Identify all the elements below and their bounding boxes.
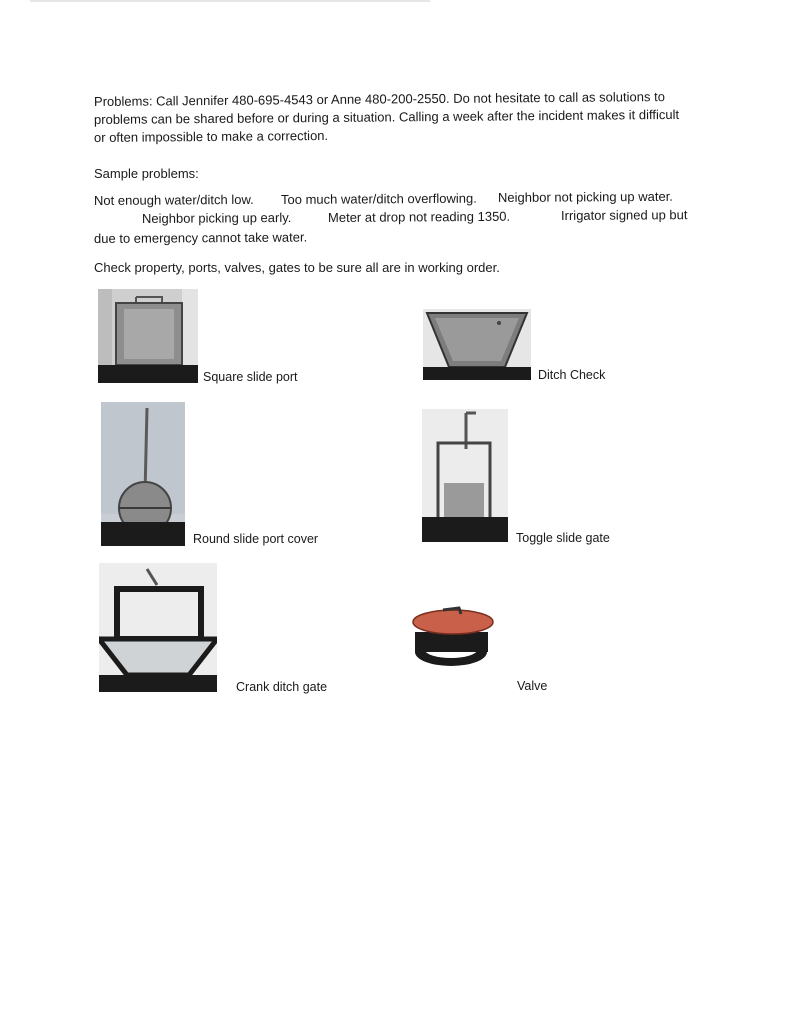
example-neighbor-not-picking-up: Neighbor not picking up water.	[497, 188, 673, 205]
ditch-check-photo	[423, 309, 531, 380]
caption-ditch-check: Ditch Check	[538, 368, 606, 382]
sample-problems-heading: Sample problems:	[94, 166, 199, 181]
example-emergency: due to emergency cannot take water.	[93, 229, 308, 246]
round-slide-port-cover-photo	[101, 402, 185, 546]
toggle-slide-gate-photo	[422, 409, 508, 542]
valve-photo	[409, 602, 494, 675]
example-irrigator-signed-up: Irrigator signed up but	[560, 207, 688, 223]
example-meter-not-reading: Meter at drop not reading 1350.	[327, 208, 511, 225]
example-not-enough-water: Not enough water/ditch low.	[93, 191, 254, 208]
crank-ditch-gate-photo	[99, 563, 217, 692]
caption-square-slide-port: Square slide port	[203, 370, 298, 384]
problems-line-1: Problems: Call Jennifer 480-695-4543 or Anne 480-200-2550. Do not hesitate to call as solutions to	[93, 89, 665, 109]
square-slide-port-photo	[98, 289, 198, 383]
example-too-much-water: Too much water/ditch overflowing.	[280, 190, 477, 207]
problems-paragraph	[93, 89, 680, 147]
check-property-text: Check property, ports, valves, gates to be sure all are in working order.	[94, 260, 500, 275]
problems-line-3: or often impossible to make a correction.	[93, 127, 329, 145]
caption-round-slide-port-cover: Round slide port cover	[193, 532, 319, 546]
example-neighbor-picking-early: Neighbor picking up early.	[141, 209, 292, 226]
caption-crank-ditch-gate: Crank ditch gate	[236, 680, 328, 694]
caption-valve: Valve	[517, 679, 548, 693]
scan-edge-line	[30, 0, 430, 2]
caption-toggle-slide-gate: Toggle slide gate	[516, 531, 610, 545]
problems-line-2: problems can be shared before or during a situation. Calling a week after the incident makes it difficult	[93, 106, 680, 127]
